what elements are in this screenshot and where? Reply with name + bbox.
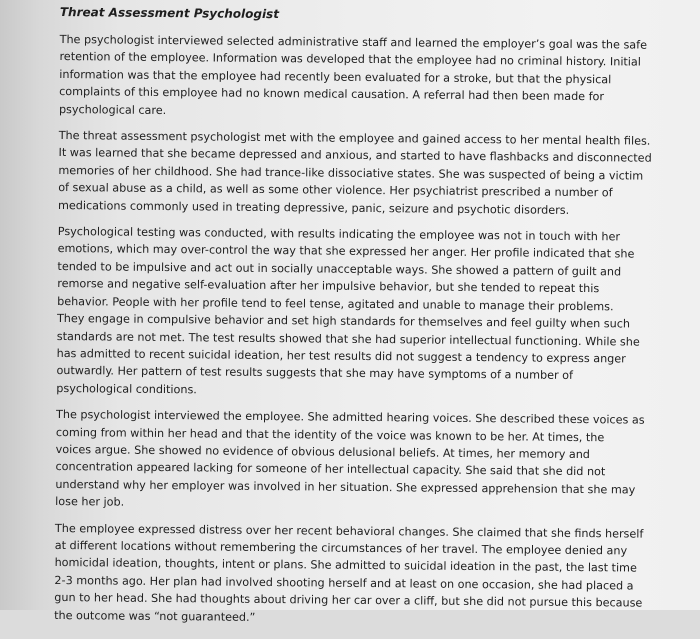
- text-line: psychological care.: [58, 102, 167, 117]
- text-line: at different locations without remembering the circumstances of her travel. The employee denied any: [54, 538, 628, 558]
- text-line: lose her job.: [55, 495, 125, 509]
- text-line: remorse and negative self-evaluation after her impulsive behavior, but she tended to repeat this: [57, 277, 600, 296]
- text-line: psychological conditions.: [56, 381, 197, 397]
- paragraph-referral: [58, 31, 648, 123]
- text-line: outwardly. Her pattern of test results suggests that she may have symptoms of a number of: [56, 364, 574, 383]
- text-line: The psychologist interviewed selected administrative staff and learned the employer’s goal was the safe: [59, 32, 648, 52]
- text-line: It was learned that she became depressed and anxious, and started to have flashbacks and disconnected: [58, 146, 652, 166]
- text-line: information was that the employee had recently been evaluated for a stroke, but that the physical: [59, 67, 612, 87]
- text-line: Psychological testing was conducted, with results indicating the employee was not in touch with her: [57, 225, 621, 244]
- text-line: the outcome was “not guaranteed.”: [54, 608, 256, 624]
- text-line: understand why her employer was involved in her situation. She expressed apprehension that she may: [55, 477, 636, 497]
- text-line: medications commonly used in treating depressive, panic, seizure and psychotic disorders.: [57, 198, 570, 217]
- text-line: voices argue. She showed no evidence of obvious delusional beliefs. At times, her memory and: [55, 442, 591, 462]
- text-line: The threat assessment psychologist met with the employee and gained access to her mental health files.: [58, 129, 651, 148]
- text-line: gun to her head. She had thoughts about driving her car over a cliff, but she did not pursue this because: [54, 591, 643, 610]
- document-title: Threat Assessment Psychologist: [59, 4, 280, 22]
- text-line: The employee expressed distress over her recent behavioral changes. She claimed that she finds herself: [54, 521, 644, 541]
- text-line: They engage in compulsive behavior and set high standards for themselves and feel guilty when such: [56, 312, 631, 331]
- text-line: emotions, which may over-control the way that she expressed her anger. Her profile indicated that she: [57, 242, 635, 261]
- text-line: standards are not met. The test results showed that she had superior intellectual functioning. While she: [56, 329, 640, 349]
- text-line: retention of the employee. Information was developed that the employee had no criminal history. Initial: [59, 50, 641, 69]
- text-line: complaints of this employee had no known medical causation. A referral had then been made for: [59, 85, 605, 104]
- paragraph-mental-health-files: [57, 127, 652, 219]
- text-line: tended to be impulsive and act out in socially unacceptable ways. She showed a pattern of guilt and: [57, 259, 622, 279]
- paragraph-interview: [55, 406, 645, 516]
- text-line: has admitted to recent suicidal ideation, her test results did not suggest a tendency to express anger: [56, 346, 626, 366]
- text-line: 2-3 months ago. Her plan had involved shooting herself and at least on one occasion, she had placed a: [54, 573, 634, 593]
- paragraph-psychological-testing: [56, 223, 640, 402]
- text-line: homicidal ideation, thoughts, intent or plans. She admitted to suicidal ideation in the past, the last time: [54, 556, 637, 575]
- text-line: of sexual abuse as a child, as well as some other violence. Her psychiatrist prescribed a number of: [58, 181, 613, 200]
- text-line: The psychologist interviewed the employee. She admitted hearing voices. She described these voices as: [55, 408, 645, 427]
- paragraph-distress: [54, 520, 644, 630]
- text-line: concentration appeared lacking for someone of her intellectual capacity. She said that she did not: [55, 460, 606, 479]
- text-line: coming from within her head and that the identity of the voice was known to be her. At times, the: [55, 425, 605, 444]
- text-line: behavior. People with her profile tend to feel tense, agitated and unable to manage their problems.: [57, 294, 614, 314]
- document-body: [54, 3, 652, 638]
- text-line: memories of her childhood. She had trance-like dissociative states. She was suspected of being a victim: [58, 163, 644, 183]
